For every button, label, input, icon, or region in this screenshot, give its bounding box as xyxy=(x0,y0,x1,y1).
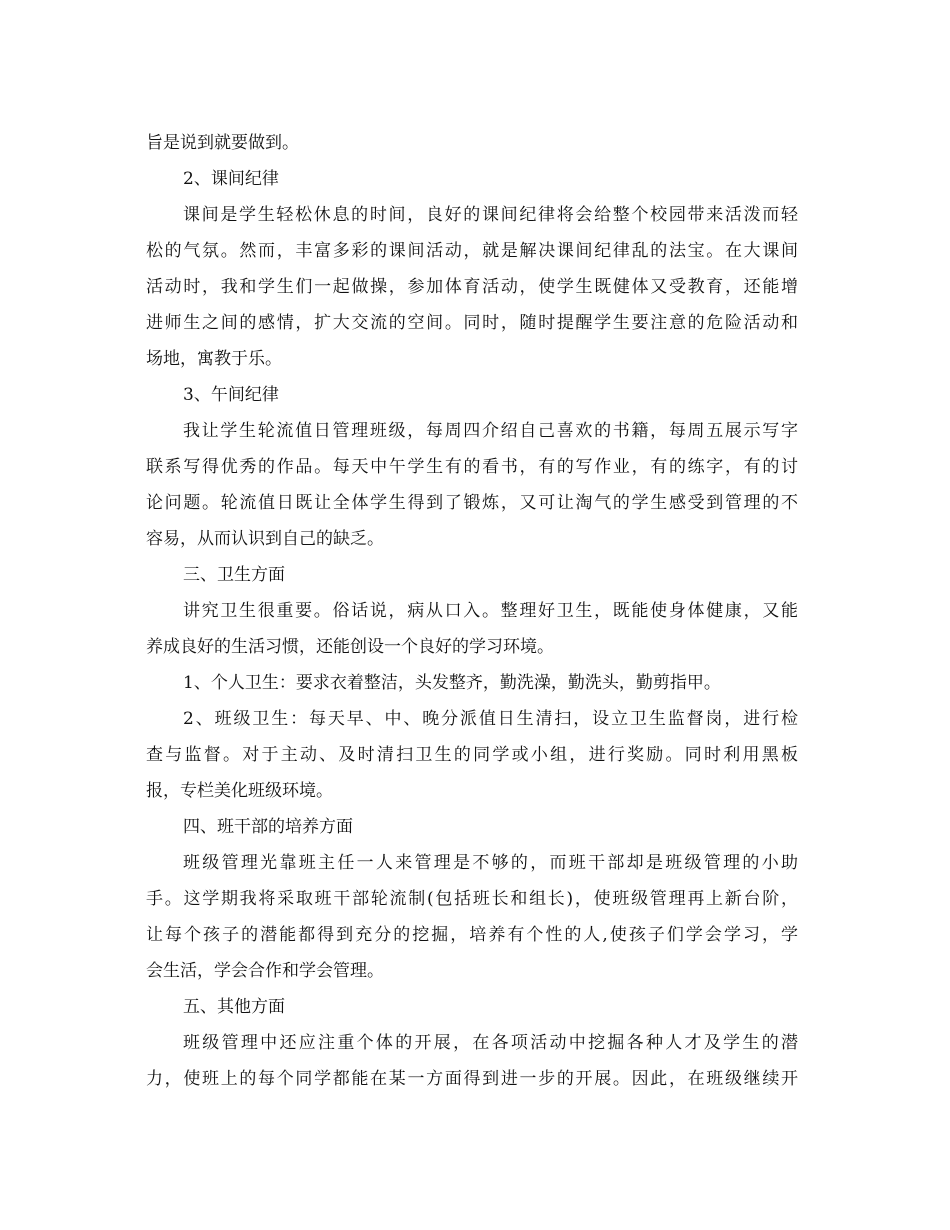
text-line: 会生活，学会合作和学会管理。 xyxy=(146,961,384,981)
text-line: 报，专栏美化班级环境。 xyxy=(146,781,333,801)
text-line: 班级管理光靠班主任一人来管理是不够的，而班干部却是班级管理的小助 xyxy=(183,853,798,873)
text-line: 论问题。轮流值日既让全体学生得到了锻炼，又可让淘气的学生感受到管理的不 xyxy=(146,493,798,513)
text-line: 养成良好的生活习惯，还能创设一个良好的学习环境。 xyxy=(146,637,554,657)
text-line: 旨是说到就要做到。 xyxy=(146,133,299,153)
text-line: 手。这学期我将采取班干部轮流制(包括班长和组长)，使班级管理再上新台阶， xyxy=(146,889,798,909)
text-line: 讲究卫生很重要。俗话说，病从口入。整理好卫生，既能使身体健康，又能 xyxy=(183,601,798,621)
section-heading: 四、班干部的培养方面 xyxy=(183,817,353,837)
text-line: 活动时，我和学生们一起做操，参加体育活动，使学生既健体又受教育，还能增 xyxy=(146,277,798,297)
text-line: 松的气氛。然而，丰富多彩的课间活动，就是解决课间纪律乱的法宝。在大课间 xyxy=(146,241,798,261)
section-heading: 2、课间纪律 xyxy=(183,169,279,189)
section-heading: 五、其他方面 xyxy=(183,997,285,1017)
text-line: 进师生之间的感情，扩大交流的空间。同时，随时提醒学生要注意的危险活动和 xyxy=(146,313,798,333)
text-line: 我让学生轮流值日管理班级，每周四介绍自己喜欢的书籍，每周五展示写字 xyxy=(183,421,798,441)
text-line: 查与监督。对于主动、及时清扫卫生的同学或小组，进行奖励。同时利用黑板 xyxy=(146,745,798,765)
text-line: 2、班级卫生：每天早、中、晚分派值日生清扫，设立卫生监督岗，进行检 xyxy=(183,709,798,729)
text-line: 力，使班上的每个同学都能在某一方面得到进一步的开展。因此，在班级继续开 xyxy=(146,1069,798,1089)
text-line: 班级管理中还应注重个体的开展，在各项活动中挖掘各种人才及学生的潜 xyxy=(183,1033,798,1053)
section-heading: 三、卫生方面 xyxy=(183,565,285,585)
text-line: 课间是学生轻松休息的时间，良好的课间纪律将会给整个校园带来活泼而轻 xyxy=(183,205,798,225)
text-line: 场地，寓教于乐。 xyxy=(146,349,282,369)
section-heading: 3、午间纪律 xyxy=(183,385,279,405)
text-line: 让每个孩子的潜能都得到充分的挖掘，培养有个性的人,使孩子们学会学习，学 xyxy=(146,925,798,945)
text-line: 联系写得优秀的作品。每天中午学生有的看书，有的写作业，有的练字，有的讨 xyxy=(146,457,798,477)
text-line: 容易，从而认识到自己的缺乏。 xyxy=(146,529,384,549)
text-line: 1、个人卫生：要求衣着整洁，头发整齐，勤洗澡，勤洗头，勤剪指甲。 xyxy=(183,673,721,693)
